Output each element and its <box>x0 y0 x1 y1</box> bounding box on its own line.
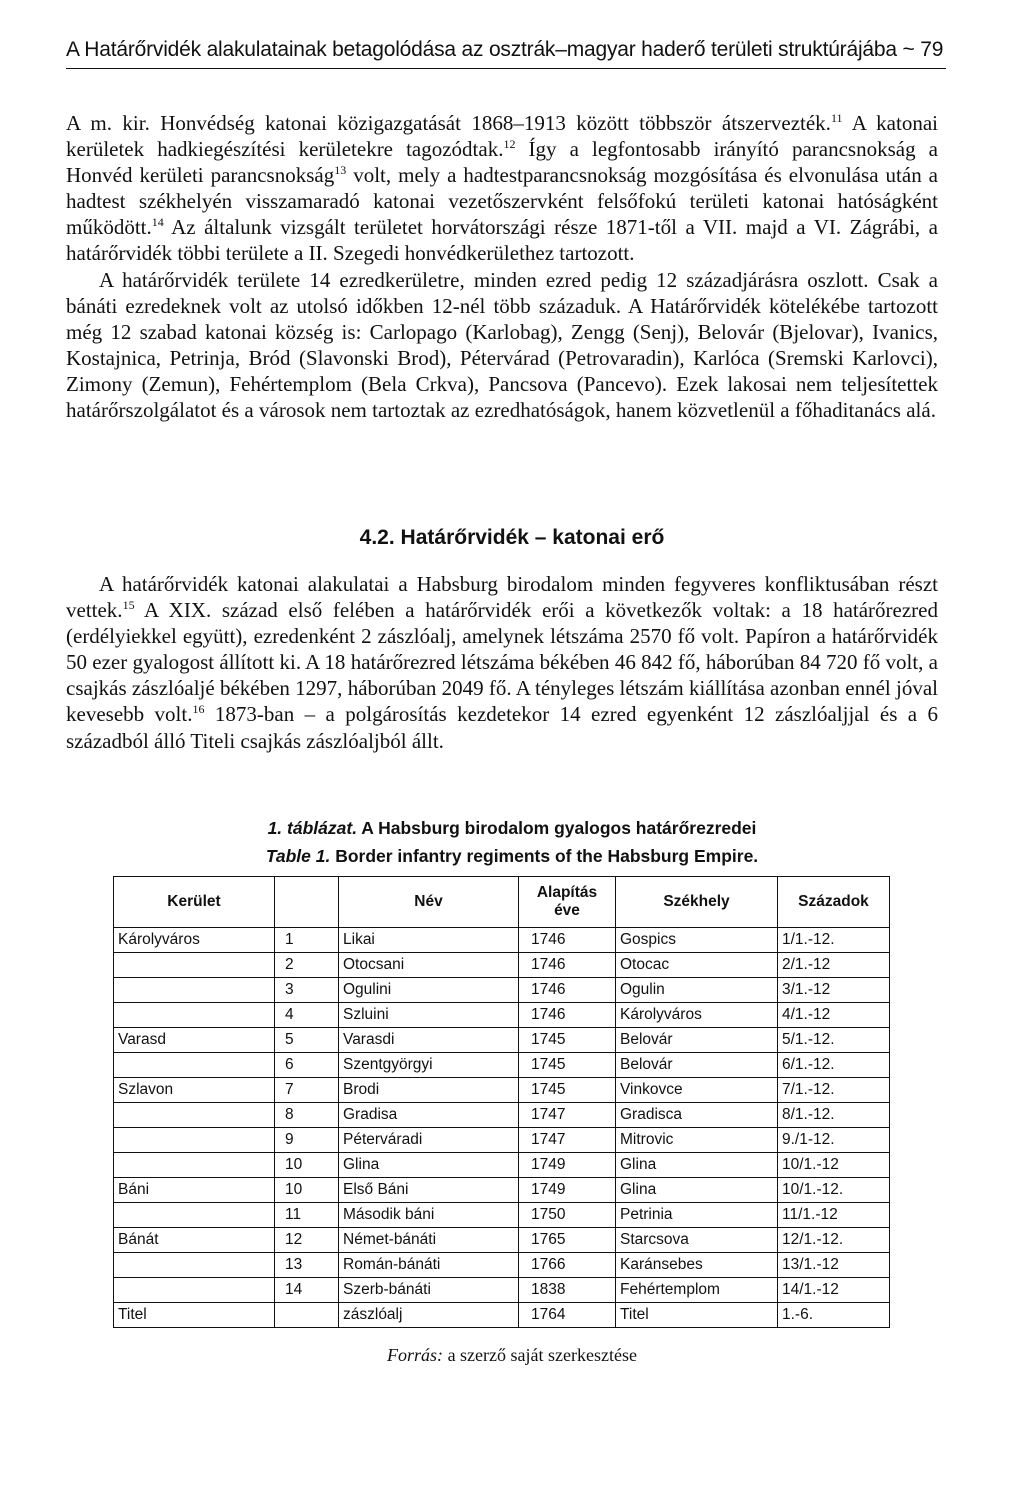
cell-szekhely: Ogulin <box>616 978 778 1003</box>
cell-nev: Varasdi <box>339 1028 519 1053</box>
footnote-ref: 15 <box>122 598 135 613</box>
cell-szekhely: Fehértemplom <box>616 1278 778 1303</box>
cell-nev: Ogulini <box>339 978 519 1003</box>
table-label-en: Table 1. <box>265 846 331 866</box>
cell-number: 14 <box>275 1278 339 1303</box>
cell-number: 3 <box>275 978 339 1003</box>
cell-alapitas: 1838 <box>519 1278 616 1303</box>
cell-kerulet: Bánát <box>114 1228 275 1253</box>
paragraph-1: A m. kir. Honvédség katonai közigazgatását 1868–1913 között többször átszervezték.$^{11}$ A katonai kerületek hadkiegészítési kerületekre tagozódtak.$^{12}$ Így a legfontosabb irányító parancsnokság a Honvéd kerületi parancsnokság$^{13}$ volt, mely a hadtestparancsnokság mozgósítása és elvonulása után a hadtest székhelyén visszamaradó katonai vezetőszervként felsőfokú területi katonai hatóságként működött.$^{14}$ Az általunk vizsgált területet horvátországi része 1871-től a VII. majd a VI. Zágrábi, a határőrvidék többi területe a II. Szegedi honvédkerülethez tartozott. <box>66 111 938 266</box>
table-row <box>114 1078 890 1103</box>
cell-alapitas: 1749 <box>519 1153 616 1178</box>
cell-number: 10 <box>275 1153 339 1178</box>
table-row <box>114 1303 890 1328</box>
cell-number: 12 <box>275 1228 339 1253</box>
cell-nev: Gradisa <box>339 1103 519 1128</box>
cell-szazadok: 12/1.-12. <box>778 1228 890 1253</box>
table-row <box>114 928 890 953</box>
source-text: a szerző saját szerkesztése <box>443 1345 637 1365</box>
running-title: A Határőrvidék alakulatainak betagolódása az osztrák–magyar haderő területi struktúrájába <box>66 38 897 61</box>
footnote-ref: 12 <box>503 137 516 152</box>
cell-szekhely: Starcsova <box>616 1228 778 1253</box>
cell-kerulet <box>114 978 275 1003</box>
cell-szazadok: 9./1-12. <box>778 1128 890 1153</box>
cell-alapitas: 1745 <box>519 1078 616 1103</box>
cell-number: 1 <box>275 928 339 953</box>
cell-szekhely: Belovár <box>616 1053 778 1078</box>
header-number <box>275 877 339 928</box>
cell-alapitas: 1746 <box>519 953 616 978</box>
page-number: 79 <box>920 38 944 61</box>
cell-nev: Otocsani <box>339 953 519 978</box>
cell-szazadok: 4/1.-12 <box>778 1003 890 1028</box>
cell-alapitas: 1765 <box>519 1228 616 1253</box>
cell-kerulet: Károlyváros <box>114 928 275 953</box>
cell-szekhely: Otocac <box>616 953 778 978</box>
cell-szazadok: 14/1.-12 <box>778 1278 890 1303</box>
cell-nev: Szluini <box>339 1003 519 1028</box>
cell-szekhely: Glina <box>616 1153 778 1178</box>
cell-nev: Brodi <box>339 1078 519 1103</box>
cell-szazadok: 1.-6. <box>778 1303 890 1328</box>
cell-alapitas: 1745 <box>519 1028 616 1053</box>
cell-szazadok: 2/1.-12 <box>778 953 890 978</box>
cell-nev: Likai <box>339 928 519 953</box>
table-row <box>114 1178 890 1203</box>
cell-kerulet <box>114 1153 275 1178</box>
cell-kerulet <box>114 1203 275 1228</box>
cell-kerulet <box>114 1278 275 1303</box>
table-row <box>114 1028 890 1053</box>
cell-kerulet: Szlavon <box>114 1078 275 1103</box>
cell-nev: Német-bánáti <box>339 1228 519 1253</box>
cell-alapitas: 1746 <box>519 1003 616 1028</box>
table-row <box>114 953 890 978</box>
regiments-table <box>113 876 890 1328</box>
body-paragraphs-top <box>66 110 938 423</box>
cell-nev: Szerb-bánáti <box>339 1278 519 1303</box>
cell-nev: Szentgyörgyi <box>339 1053 519 1078</box>
footnote-ref: 13 <box>334 163 347 178</box>
table-title-en: Border infantry regiments of the Habsburg Empire. <box>330 846 759 866</box>
cell-nev: Glina <box>339 1153 519 1178</box>
cell-szazadok: 1/1.-12. <box>778 928 890 953</box>
table-row <box>114 1203 890 1228</box>
table-row <box>114 1278 890 1303</box>
cell-szazadok: 6/1.-12. <box>778 1053 890 1078</box>
table-row <box>114 1103 890 1128</box>
cell-kerulet: Báni <box>114 1178 275 1203</box>
cell-szazadok: 10/1.-12 <box>778 1153 890 1178</box>
cell-nev: Első Báni <box>339 1178 519 1203</box>
cell-nev: zászlóalj <box>339 1303 519 1328</box>
cell-szekhely: Károlyváros <box>616 1003 778 1028</box>
cell-szekhely: Vinkovce <box>616 1078 778 1103</box>
header-separator: ~ <box>902 38 915 61</box>
table-label-hu: 1. táblázat. <box>267 818 358 838</box>
cell-szekhely: Gospics <box>616 928 778 953</box>
table-caption-hu <box>0 818 1024 839</box>
cell-nev: Péterváradi <box>339 1128 519 1153</box>
section-heading <box>0 526 1024 550</box>
cell-kerulet <box>114 1103 275 1128</box>
cell-number: 7 <box>275 1078 339 1103</box>
cell-szazadok: 13/1.-12 <box>778 1253 890 1278</box>
section-number: 4.2. <box>359 526 395 549</box>
cell-alapitas: 1749 <box>519 1178 616 1203</box>
footnote-ref: 11 <box>830 111 843 125</box>
cell-number <box>275 1303 339 1328</box>
footnote-ref: 16 <box>192 702 205 717</box>
body-paragraphs-bottom <box>66 571 938 754</box>
cell-szekhely: Titel <box>616 1303 778 1328</box>
table-row <box>114 978 890 1003</box>
cell-number: 13 <box>275 1253 339 1278</box>
cell-szazadok: 11/1.-12 <box>778 1203 890 1228</box>
table-row <box>114 1003 890 1028</box>
header-kerulet: Kerület <box>114 877 275 928</box>
cell-number: 6 <box>275 1053 339 1078</box>
table-header-row <box>114 877 890 928</box>
cell-szazadok: 10/1.-12. <box>778 1178 890 1203</box>
cell-alapitas: 1764 <box>519 1303 616 1328</box>
cell-szekhely: Gradisca <box>616 1103 778 1128</box>
cell-szazadok: 8/1.-12. <box>778 1103 890 1128</box>
table-row <box>114 1228 890 1253</box>
cell-szazadok: 7/1.-12. <box>778 1078 890 1103</box>
table-body <box>114 928 890 1328</box>
cell-alapitas: 1746 <box>519 978 616 1003</box>
table-row <box>114 1253 890 1278</box>
cell-kerulet <box>114 1253 275 1278</box>
cell-alapitas: 1745 <box>519 1053 616 1078</box>
header-szekhely: Székhely <box>616 877 778 928</box>
header-nev: Név <box>339 877 519 928</box>
cell-alapitas: 1747 <box>519 1103 616 1128</box>
cell-szazadok: 3/1.-12 <box>778 978 890 1003</box>
table-caption-en <box>0 846 1024 867</box>
cell-number: 8 <box>275 1103 339 1128</box>
cell-number: 4 <box>275 1003 339 1028</box>
cell-number: 5 <box>275 1028 339 1053</box>
cell-szazadok: 5/1.-12. <box>778 1028 890 1053</box>
cell-nev: Román-bánáti <box>339 1253 519 1278</box>
cell-alapitas: 1766 <box>519 1253 616 1278</box>
table-title-hu: A Habsburg birodalom gyalogos határőrezredei <box>357 818 757 838</box>
cell-alapitas: 1747 <box>519 1128 616 1153</box>
header-rule <box>66 68 946 69</box>
table-row <box>114 1128 890 1153</box>
cell-alapitas: 1750 <box>519 1203 616 1228</box>
running-header <box>66 38 946 62</box>
table-row <box>114 1153 890 1178</box>
cell-kerulet <box>114 1003 275 1028</box>
cell-nev: Második báni <box>339 1203 519 1228</box>
cell-kerulet <box>114 1053 275 1078</box>
cell-number: 2 <box>275 953 339 978</box>
cell-szekhely: Petrinia <box>616 1203 778 1228</box>
cell-szekhely: Mitrovic <box>616 1128 778 1153</box>
footnote-ref: 14 <box>151 215 164 230</box>
cell-kerulet: Varasd <box>114 1028 275 1053</box>
cell-szekhely: Glina <box>616 1178 778 1203</box>
table-source <box>0 1345 1024 1366</box>
header-szazadok: Századok <box>778 877 890 928</box>
cell-szekhely: Karánsebes <box>616 1253 778 1278</box>
paragraph-2: A határőrvidék területe 14 ezredkerületre, minden ezred pedig 12 századjárásra oszlott. Csak a bánáti ezredeknek volt az utolsó időkben 12-nél több századuk. A Határőrvidék kötelékébe tartozott még 12 szabad katonai község is: Carlopago (Karlobag), Zengg (Senj), Belovár (Bjelovar), Ivanics, Kostajnica, Petrinja, Bród (Slavonski Brod), Pétervárad (Petrovaradin), Karlóca (Sremski Karlovci), Zimony (Zemun), Fehértemplom (Bela Crkva), Pancsova (Pancevo). Ezek lakosai nem teljesítettek határőrszolgálatot és a városok nem tartoztak az ezredhatóságok, hanem közvetlenül a főhaditanács alá. <box>66 267 938 423</box>
cell-kerulet <box>114 953 275 978</box>
table-row <box>114 1053 890 1078</box>
cell-kerulet <box>114 1128 275 1153</box>
cell-kerulet: Titel <box>114 1303 275 1328</box>
paragraph-3: A határőrvidék katonai alakulatai a Habsburg birodalom minden fegyveres konfliktusában részt vettek.$^{15}$ A XIX. század első felében a határőrvidék erői a következők voltak: a 18 határőrezred (erdélyiekkel együtt), ezredenként 2 zászlóalj, amelynek létszáma 2570 fő volt. Papíron a határőrvidék 50 ezer gyalogost állított ki. A 18 határőrezred létszáma békében 46 842 fő, háborúban 84 720 fő volt, a csajkás zászlóaljé békében 1297, háborúban 2049 fő. A tényleges létszám kiállítása azonban ennél jóval kevesebb volt.$^{16}$ 1873-ban – a polgárosítás kezdetekor 14 ezred egyenként 12 zászlóaljjal és a 6 századból álló Titeli csajkás zászlóaljból állt. <box>66 572 938 753</box>
source-label: Forrás: <box>387 1345 444 1365</box>
section-title: Határőrvidék – katonai erő <box>400 526 665 549</box>
header-alapitas: Alapítás éve <box>519 877 616 928</box>
cell-szekhely: Belovár <box>616 1028 778 1053</box>
cell-alapitas: 1746 <box>519 928 616 953</box>
cell-number: 11 <box>275 1203 339 1228</box>
cell-number: 10 <box>275 1178 339 1203</box>
cell-number: 9 <box>275 1128 339 1153</box>
